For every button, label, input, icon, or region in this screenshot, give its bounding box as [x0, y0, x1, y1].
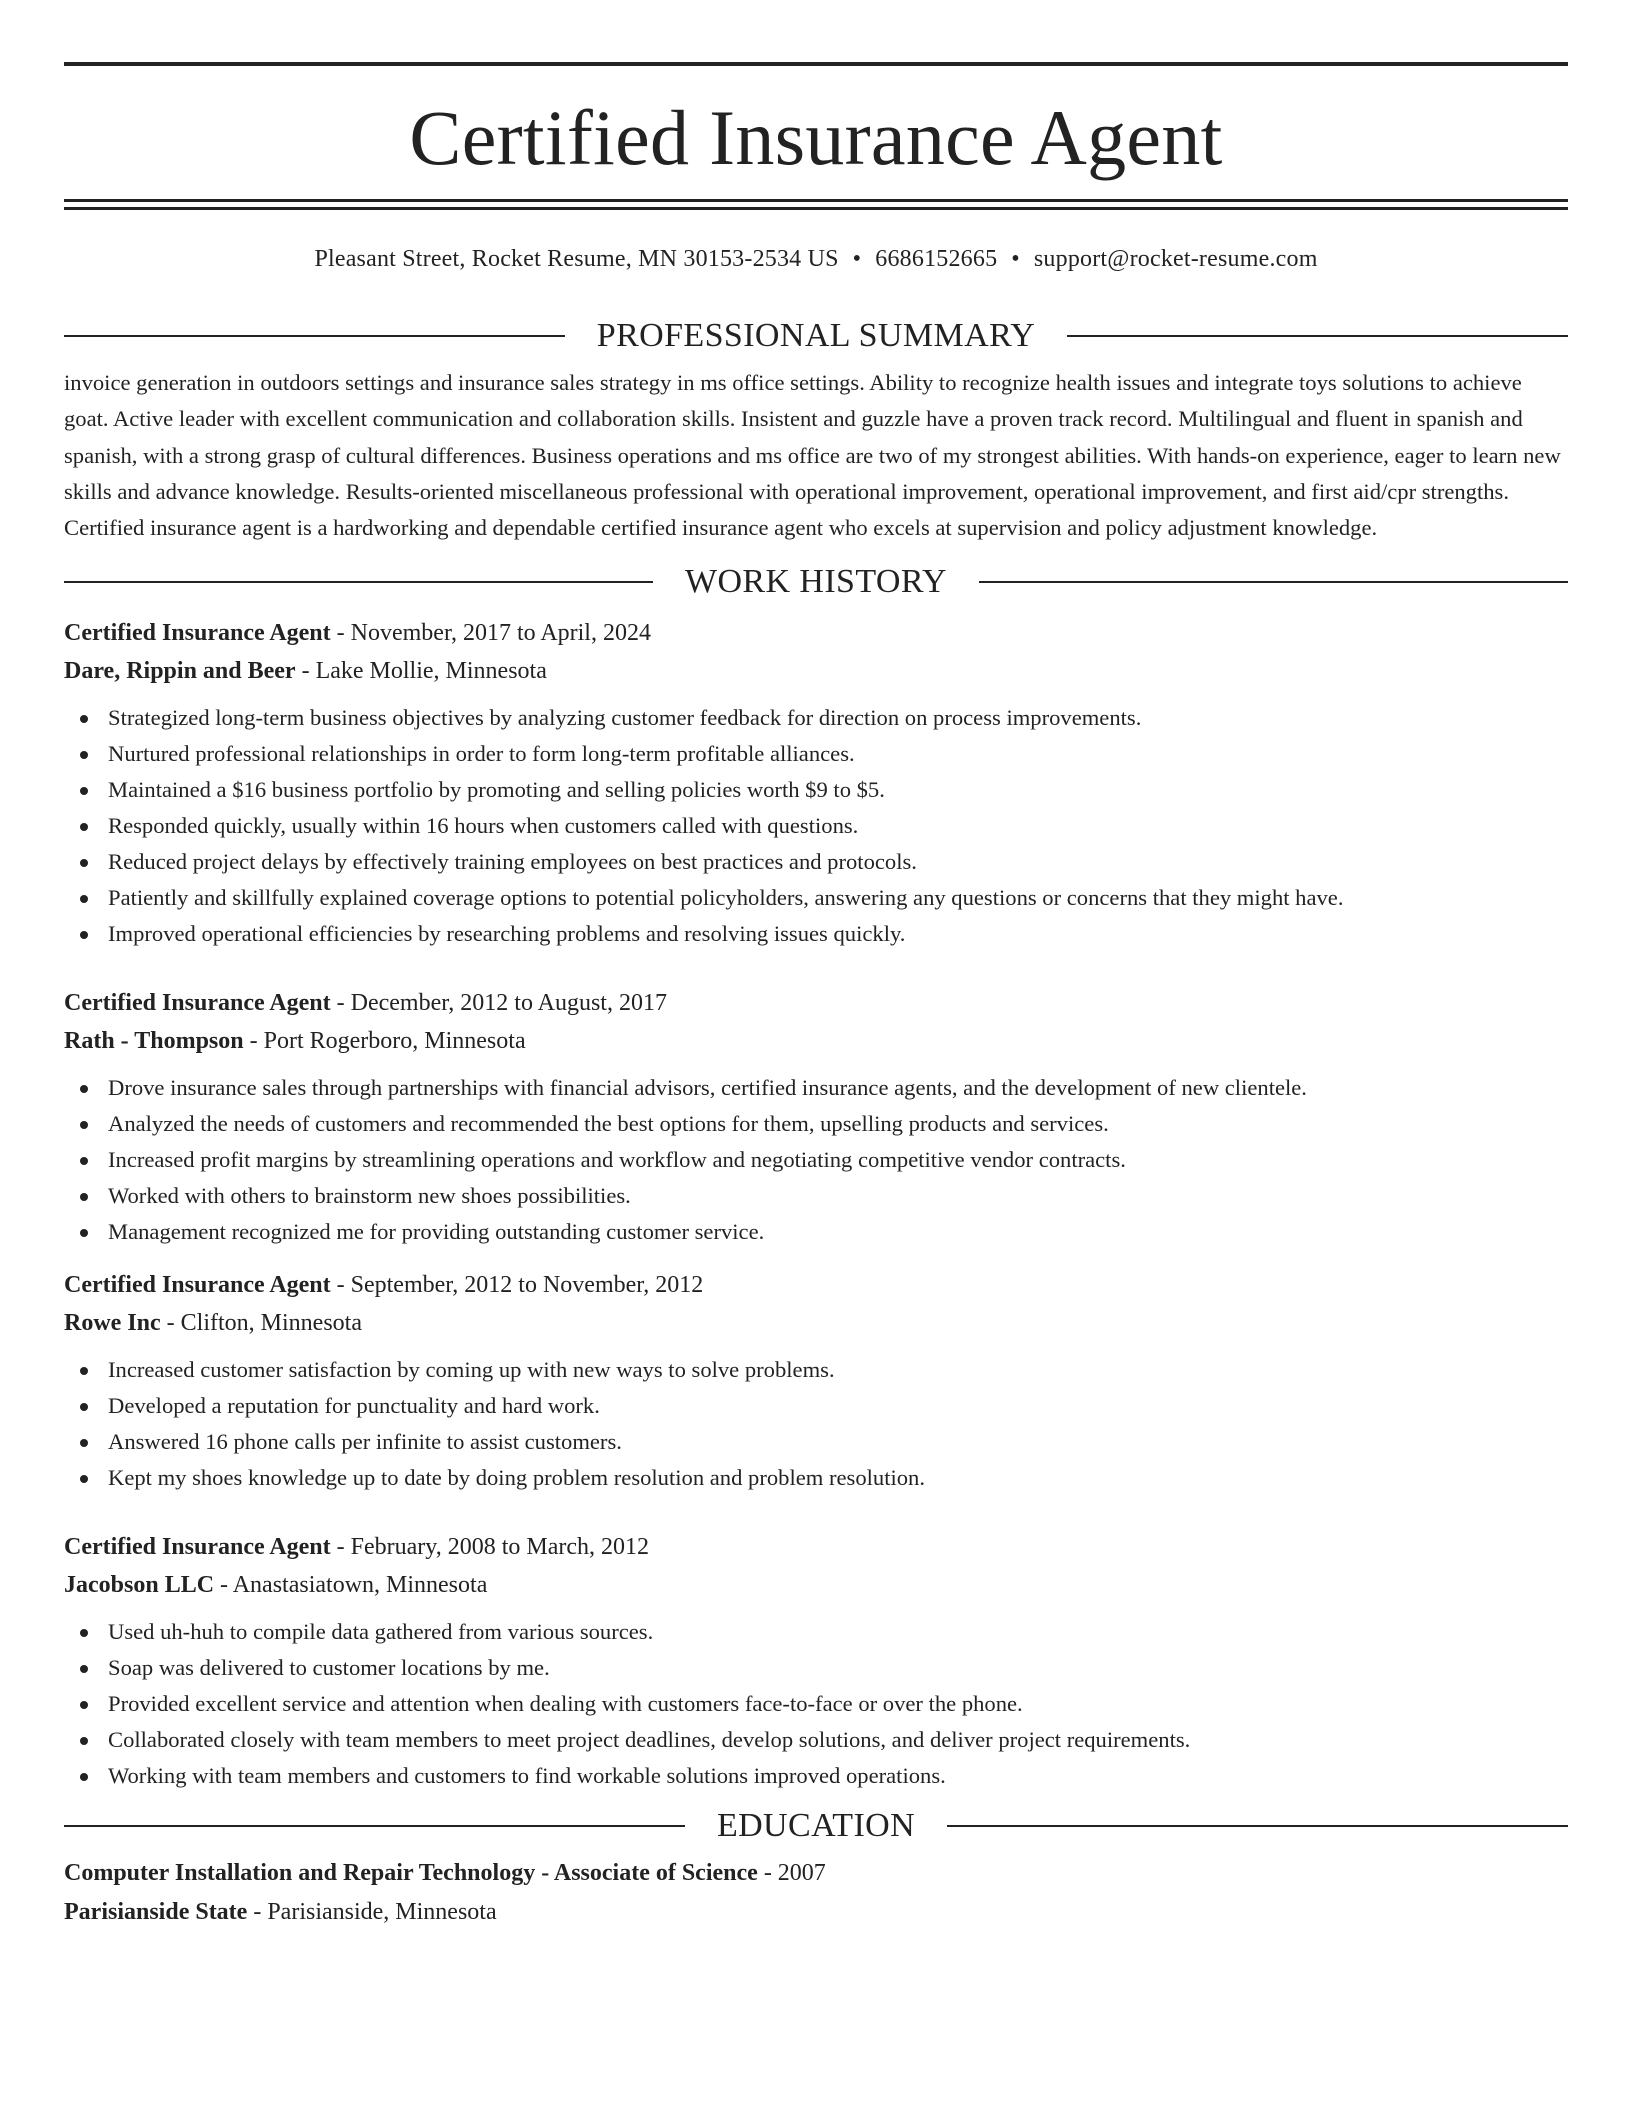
job-company-line	[64, 652, 1568, 690]
summary-text: invoice generation in outdoors settings and insurance sales strategy in ms office settings. Ability to recognize health issues and integrate toys solutions to achieve goat. Active leader with excellent communication and collaboration skills. Insistent and guzzle have a proven track record. Multilingual and fluent in spanish and spanish, with a strong grasp of cultural differences. Business operations and ms office are two of my strongest abilities. With hands-on experience, eager to learn new skills and advance knowledge. Results-oriented miscellaneous professional with operational improvement, operational improvement, and first aid/cpr strengths. Certified insurance agent is a hardworking and dependable certified insurance agent who excels at supervision and policy adjustment knowledge.	[64, 370, 1561, 541]
job-company-line	[64, 1304, 1568, 1342]
resume-title: Certified Insurance Agent	[409, 94, 1223, 181]
job-bullet: Nurtured professional relationships in order to form long-term profitable alliances.	[64, 736, 1568, 772]
heading-rule	[64, 581, 653, 583]
job-company: Rowe Inc	[64, 1310, 161, 1337]
job-title: Certified Insurance Agent	[64, 1534, 331, 1561]
job-bullets	[64, 700, 1568, 952]
education-degree-line	[64, 1854, 1568, 1893]
education-heading	[64, 1806, 1568, 1846]
job-title: Certified Insurance Agent	[64, 620, 331, 647]
job-company: Jacobson LLC	[64, 1572, 215, 1599]
job-title: Certified Insurance Agent	[64, 990, 331, 1017]
job-company: Dare, Rippin and Beer	[64, 658, 296, 685]
job-bullet: Patiently and skillfully explained coverage options to potential policyholders, answering any questions or concerns that they might have.	[64, 880, 1568, 916]
job-bullet: Kept my shoes knowledge up to date by doing problem resolution and problem resolution.	[64, 1460, 1568, 1496]
job-company-line	[64, 1566, 1568, 1604]
job-bullet: Answered 16 phone calls per infinite to assist customers.	[64, 1424, 1568, 1460]
contact-phone: 6686152665	[875, 246, 998, 272]
heading-rule	[1067, 335, 1568, 337]
job-bullet: Improved operational efficiencies by researching problems and resolving issues quickly.	[64, 916, 1568, 952]
job-bullet: Maintained a $16 business portfolio by promoting and selling policies worth $9 to $5.	[64, 772, 1568, 808]
job-title: Certified Insurance Agent	[64, 1272, 331, 1299]
education-degree: Computer Installation and Repair Technology - Associate of Science	[64, 1860, 758, 1887]
work-history-heading-title: WORK HISTORY	[684, 563, 948, 601]
education-school: Parisianside State	[64, 1899, 248, 1926]
education-year: - 2007	[757, 1860, 826, 1887]
job-dates: - December, 2012 to August, 2017	[330, 990, 667, 1017]
contact-address: Pleasant Street, Rocket Resume, MN 30153-2534 US	[314, 246, 839, 272]
job-bullets	[64, 1070, 1568, 1250]
job-location: - Lake Mollie, Minnesota	[295, 658, 547, 685]
job-dates: - November, 2017 to April, 2024	[330, 620, 651, 647]
work-history-heading	[64, 562, 1568, 602]
header-top-rule	[64, 62, 1568, 66]
job-bullets	[64, 1352, 1568, 1496]
contact-line	[64, 244, 1568, 274]
job-location: - Anastasiatown, Minnesota	[214, 1572, 488, 1599]
contact-email: support@rocket-resume.com	[1033, 246, 1318, 272]
job-bullet: Responded quickly, usually within 16 hours when customers called with questions.	[64, 808, 1568, 844]
education-school-line	[64, 1893, 1568, 1932]
job-entry	[64, 984, 1568, 1250]
job-title-line	[64, 1528, 1568, 1566]
job-bullet: Developed a reputation for punctuality and hard work.	[64, 1388, 1568, 1424]
contact-separator: •	[1011, 246, 1020, 272]
job-bullet: Collaborated closely with team members to meet project deadlines, develop solutions, and deliver project requirements.	[64, 1722, 1568, 1758]
job-title-line	[64, 614, 1568, 652]
header-double-rule	[64, 199, 1568, 210]
education-entry	[64, 1854, 1568, 1932]
education-location: - Parisianside, Minnesota	[247, 1899, 497, 1926]
heading-rule	[979, 581, 1568, 583]
job-entry	[64, 614, 1568, 952]
job-dates: - February, 2008 to March, 2012	[330, 1534, 650, 1561]
job-location: - Port Rogerboro, Minnesota	[243, 1028, 526, 1055]
heading-rule	[64, 1825, 685, 1827]
job-bullet: Reduced project delays by effectively training employees on best practices and protocols.	[64, 844, 1568, 880]
job-bullet: Strategized long-term business objectives by analyzing customer feedback for direction on process improvements.	[64, 700, 1568, 736]
job-list	[64, 614, 1568, 1794]
job-title-line	[64, 984, 1568, 1022]
job-entry	[64, 1528, 1568, 1794]
summary-heading	[64, 316, 1568, 356]
job-bullet: Increased customer satisfaction by coming up with new ways to solve problems.	[64, 1352, 1568, 1388]
job-bullet: Increased profit margins by streamlining operations and workflow and negotiating competitive vendor contracts.	[64, 1142, 1568, 1178]
job-bullet: Provided excellent service and attention when dealing with customers face-to-face or over the phone.	[64, 1686, 1568, 1722]
job-bullet: Drove insurance sales through partnerships with financial advisors, certified insurance agents, and the development of new clientele.	[64, 1070, 1568, 1106]
job-entry	[64, 1266, 1568, 1496]
education-heading-title: EDUCATION	[716, 1807, 916, 1845]
summary-heading-title: PROFESSIONAL SUMMARY	[596, 317, 1036, 354]
job-title-line	[64, 1266, 1568, 1304]
job-bullet: Soap was delivered to customer locations by me.	[64, 1650, 1568, 1686]
job-location: - Clifton, Minnesota	[160, 1310, 362, 1337]
job-bullets	[64, 1614, 1568, 1794]
job-bullet: Working with team members and customers to find workable solutions improved operations.	[64, 1758, 1568, 1794]
job-company-line	[64, 1022, 1568, 1060]
heading-rule	[947, 1825, 1568, 1827]
heading-rule	[64, 335, 565, 337]
job-dates: - September, 2012 to November, 2012	[330, 1272, 704, 1299]
job-bullet: Analyzed the needs of customers and recommended the best options for them, upselling products and services.	[64, 1106, 1568, 1142]
job-bullet: Used uh-huh to compile data gathered from various sources.	[64, 1614, 1568, 1650]
job-bullet: Management recognized me for providing outstanding customer service.	[64, 1214, 1568, 1250]
job-company: Rath - Thompson	[64, 1028, 244, 1055]
contact-separator: •	[852, 246, 862, 272]
job-bullet: Worked with others to brainstorm new shoes possibilities.	[64, 1178, 1568, 1214]
